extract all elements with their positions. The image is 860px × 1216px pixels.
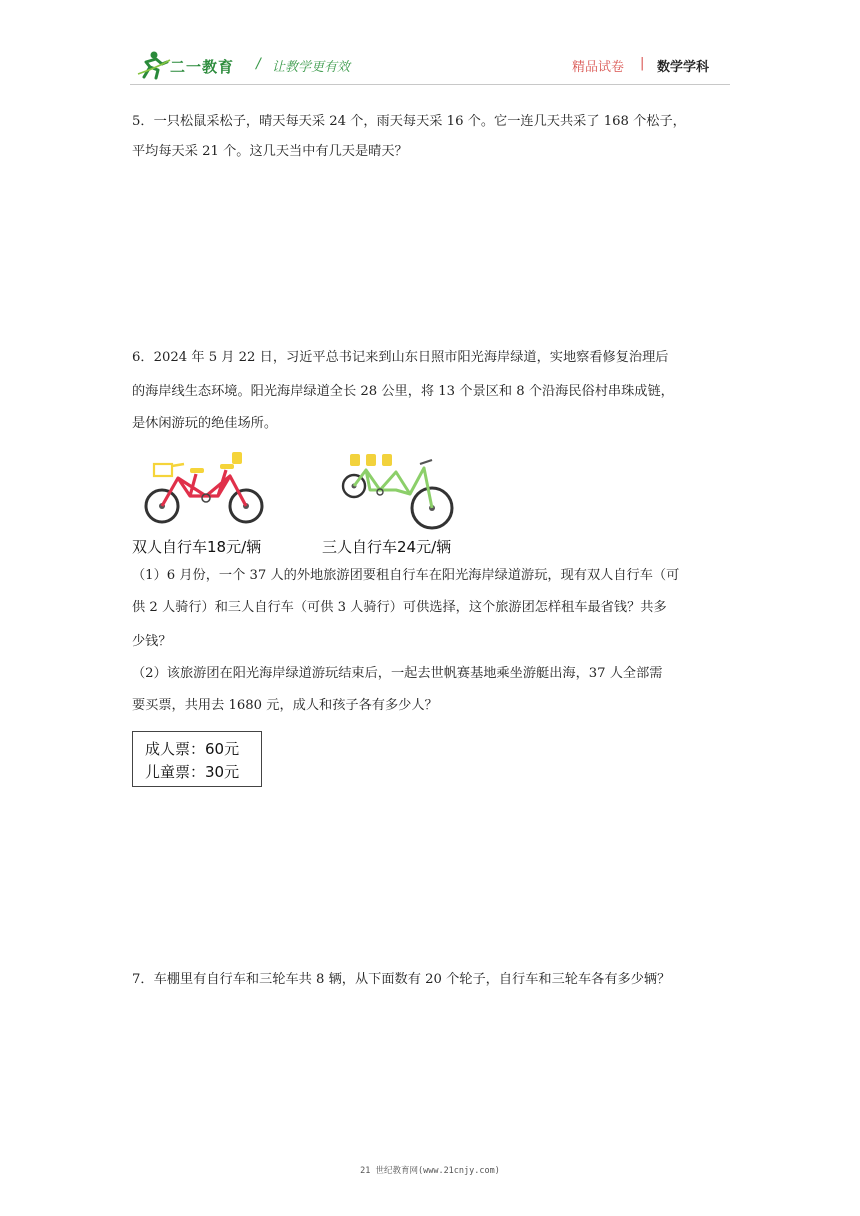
subject-label: 数学学科 (657, 60, 710, 75)
adult-ticket-price: 成人票：60元 (145, 740, 240, 758)
header-label: 精品试卷 (572, 60, 625, 75)
q7-line-1: 7．车棚里有自行车和三轮车共 8 辆，从下面数有 20 个轮子，自行车和三轮车各有多少辆？ (132, 972, 671, 987)
page-footer: 21 世纪教育网(www.21cnjy.com) (360, 1166, 500, 1176)
header-separator: | (640, 56, 645, 71)
ticket-price-box (132, 731, 262, 787)
logo-text: 二一教育 (170, 58, 235, 76)
q6-part1-line-3: 少钱？ (132, 634, 172, 649)
slogan: 让教学更有效 (272, 60, 351, 75)
page-header (0, 0, 860, 100)
q6-line-3: 是休闲游玩的绝佳场所。 (132, 416, 278, 431)
q5-line-1: 5．一只松鼠采松子，晴天每天采 24 个，雨天每天采 16 个。它一连几天共采了 168 个松子， (132, 114, 686, 129)
q5-line-2: 平均每天采 21 个。这几天当中有几天是晴天？ (132, 144, 408, 159)
triple-bicycle-icon (340, 450, 456, 534)
slogan-separator: / (256, 56, 261, 72)
q6-line-1: 6．2024 年 5 月 22 日，习近平总书记来到山东日照市阳光海岸绿道，实地察看修复治理后 (132, 350, 669, 365)
q6-part2-line-2: 要买票，共用去 1680 元，成人和孩子各有多少人？ (132, 698, 438, 713)
q6-part1-line-1: （1）6 月份，一个 37 人的外地旅游团要租自行车在阳光海岸绿道游玩，现有双人自行车（可 (132, 568, 680, 583)
tandem-bicycle-icon (144, 448, 266, 530)
q6-part1-line-2: 供 2 人骑行）和三人自行车（可供 3 人骑行）可供选择，这个旅游团怎样租车最省钱？共多 (132, 600, 667, 615)
header-rule (130, 84, 730, 85)
q6-part2-line-1: （2）该旅游团在阳光海岸绿道游玩结束后，一起去世帆赛基地乘坐游艇出海，37 人全部需 (132, 666, 663, 681)
child-ticket-price: 儿童票：30元 (145, 763, 240, 781)
q6-line-2: 的海岸线生态环境。阳光海岸绿道全长 28 公里，将 13 个景区和 8 个沿海民俗村串珠成链， (132, 384, 674, 399)
triple-bike-caption: 三人自行车24元/辆 (322, 538, 452, 556)
tandem-bike-caption: 双人自行车18元/辆 (132, 538, 262, 556)
